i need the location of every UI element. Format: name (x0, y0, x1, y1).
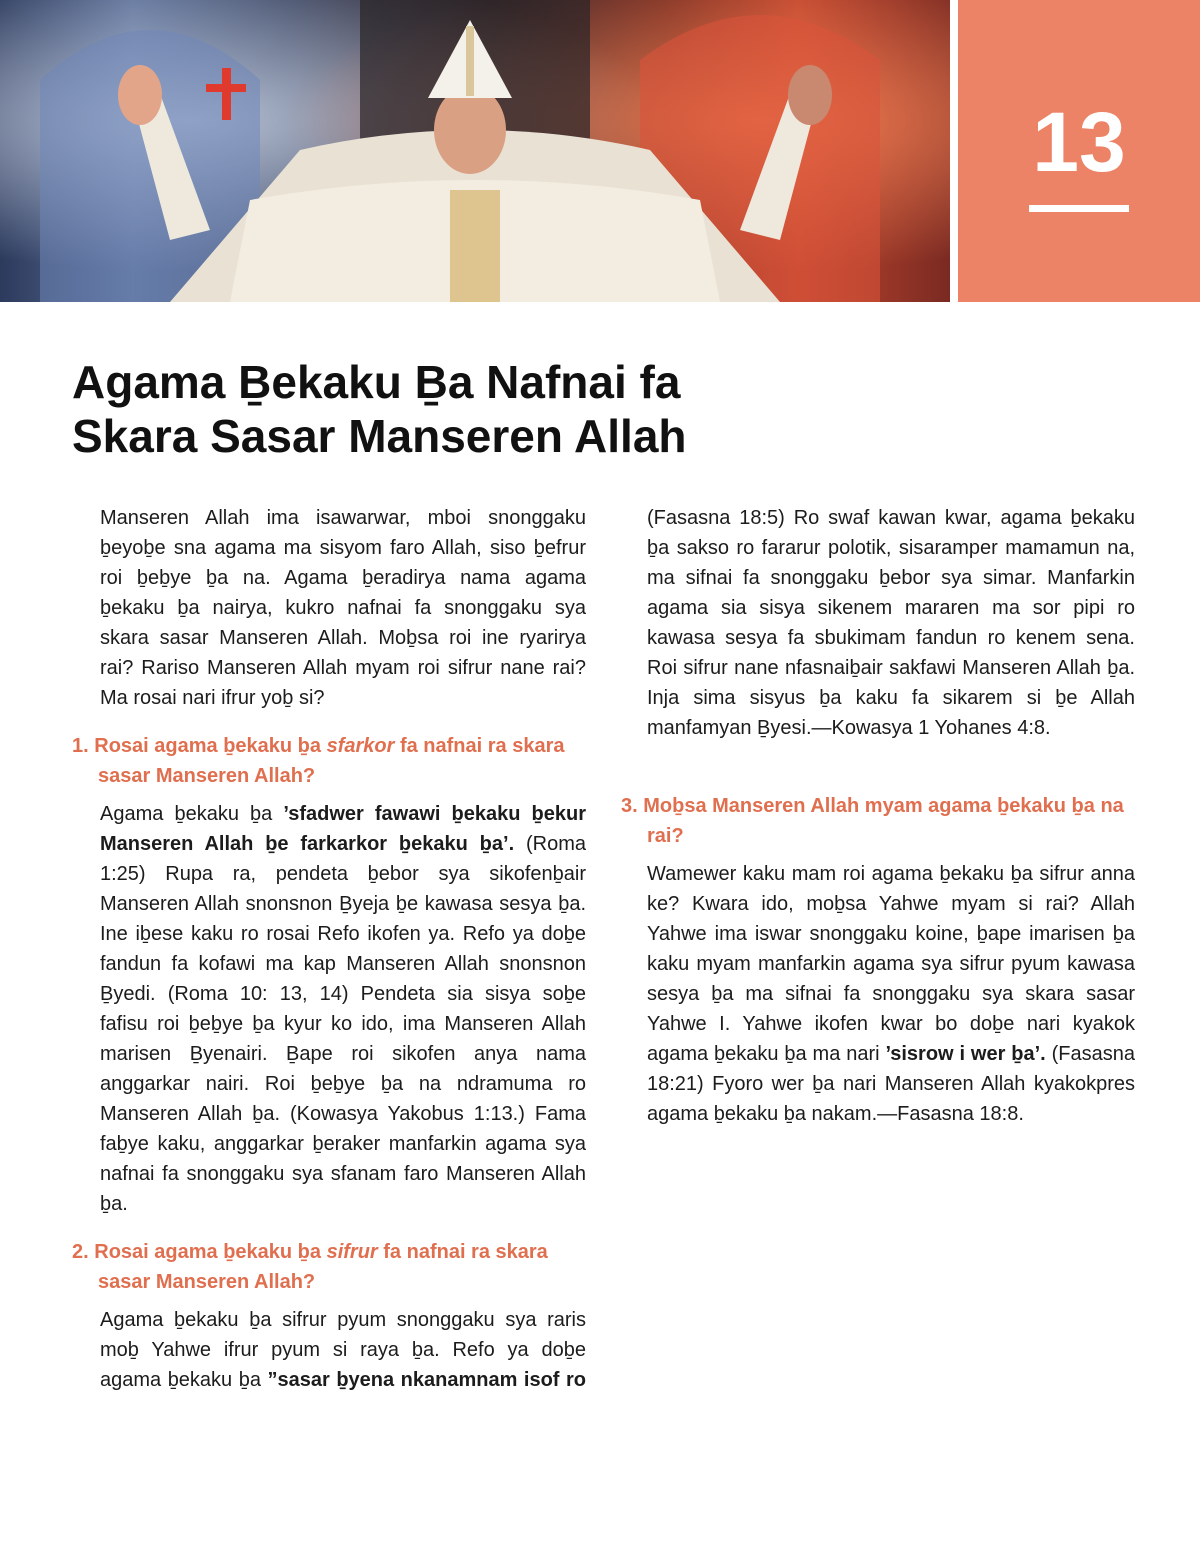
question-1-text-a: Rosai agama ḇekaku ḇa (94, 735, 327, 757)
question-1 (72, 731, 586, 791)
question-2 (72, 1237, 586, 1297)
hero-illustration (0, 0, 950, 302)
answer-1-text-1: Agama ḇekaku ḇa (100, 803, 284, 825)
question-3-text: Moḇsa Manseren Allah myam agama ḇekaku ḇa na rai? (643, 795, 1124, 847)
question-3-number: 3. (621, 795, 638, 817)
question-1-text-b: fa nafnai ra skara sasar Manseren Allah? (98, 735, 565, 787)
right-column (621, 503, 1135, 1129)
chapter-underline (1029, 205, 1129, 212)
question-3 (621, 791, 1135, 851)
answer-1-bold-1: ’sfadwer fawawi ḇekaku ḇekur Manseren Allah ḇe farkarkor ḇekaku ḇa’. (100, 803, 586, 855)
answer-2-text-1: Agama ḇekaku ḇa sifrur pyum snonggaku sya raris moḇ Yahwe ifrur pyum si raya ḇa. Refo ya doḇe agama ḇekaku ḇa (100, 1309, 586, 1391)
question-2-emphasis: sifrur (326, 1241, 378, 1263)
title-line-2: Skara Sasar Manseren Allah (72, 410, 687, 462)
question-1-emphasis: sfarkor (326, 735, 395, 757)
question-2-text-a: Rosai agama ḇekaku ḇa (94, 1241, 327, 1263)
hero-image (0, 0, 950, 302)
title-line-1: Agama Ḇekaku Ḇa Nafnai fa (72, 356, 681, 408)
answer-3-bold-1: ’sisrow i wer ḇa’. (885, 1043, 1046, 1065)
answer-3-text-2: (Fasasna 18:21) Fyoro wer ḇa nari Manseren Allah kyakokpres agama ḇekaku ḇa nakam.—Fasasna 18:8. (647, 1043, 1135, 1125)
answer-1 (72, 799, 586, 1219)
answer-2c-text-2: (Fasasna 18:5) Ro swaf kawan kwar, agama ḇekaku ḇa sakso ro fararur polotik, sisaramper mamamun na, ma sifnai fa snonggaku ḇebor sya simar. Manfarkin agama sia sisya sikenem mararen ma sor pipi ro kawasa sesya fa sbukimam fandun ro kenem sena. Roi sifrur nane nfasnaiḇair sakfawi Manseren Allah ḇa. Inja sima sisyus ḇa kaku fa sikarem si ḇe Allah manfamyan Ḇyesi.—Kowasya 1 Yohanes 4:8. (647, 507, 1135, 739)
answer-1-text-2: (Roma 1:25) Rupa ra, pendeta ḇebor sya sikofenḇair Manseren Allah snonsnon Ḇyeja ḇe kawasa sesya ḇa. Ine iḇese kaku ro rosai Refo ikofen ya. Refo ya doḇe fandun fa kofawi ma kap Manseren Allah snonsnon Ḇyedi. (Roma 10: 13, 14) Pendeta sia sisya soḇe fafisu roi ḇeḇye ḇa kyur ko ido, ima Manseren Allah marisen Ḇyenairi. Ḇape roi sikofen anya nama anggarkar nairi. Roi ḇeḇye ḇa na ndramuma ro Manseren Allah ḇa. (Kowasya Yakobus 1:13.) Fama faḇye kaku, anggarkar ḇeraker manfarkin agama sya nafnai fa snonggaku sya sfanam faro Manseren Allah ḇa. (100, 833, 586, 1215)
answer-2-bold-1: ”sasar ḇyena nkanamnam isof ro (267, 1369, 586, 1391)
question-2-number: 2. (72, 1241, 89, 1263)
answer-3-text-1: Wamewer kaku mam roi agama ḇekaku ḇa sifrur anna ke? Kwara ido, moḇsa Yahwe myam si rai? Allah Yahwe ima iswar snonggaku koine, ḇape imarisen ḇa kaku myam manfarkin agama sya sifrur pyum kawasa sesya ḇa ma sifnai fa snonggaku sya skara sasar Yahwe I. Yahwe ikofen kwar bo doḇe nari kyakok agama ḇekaku ḇa ma nari (647, 863, 1135, 1065)
question-1-number: 1. (72, 735, 89, 757)
answer-2-continued-inner (647, 503, 1135, 743)
intro-paragraph: Manseren Allah ima isawarwar, mboi snonggaku ḇeyoḇe sna agama ma sisyom faro Allah, siso ḇefrur roi ḇeḇye ḇa na. Agama ḇeradirya nama agama ḇekaku ḇa nairya, kukro nafnai fa snonggaku sya skara sasar Manseren Allah. Moḇsa roi ine ryarirya rai? Rariso Manseren Allah myam roi sifrur nane rai? Ma rosai nari ifrur yoḇ si? (100, 507, 586, 709)
left-column (72, 503, 586, 1395)
page-title (72, 355, 872, 463)
answer-3 (621, 859, 1135, 1129)
chapter-number: 13 (1032, 95, 1126, 189)
question-2-text-b: fa nafnai ra skara sasar Manseren Allah? (98, 1241, 548, 1293)
answer-2 (72, 1305, 586, 1395)
chapter-badge (958, 0, 1200, 302)
answer-2-continued (621, 503, 1135, 773)
